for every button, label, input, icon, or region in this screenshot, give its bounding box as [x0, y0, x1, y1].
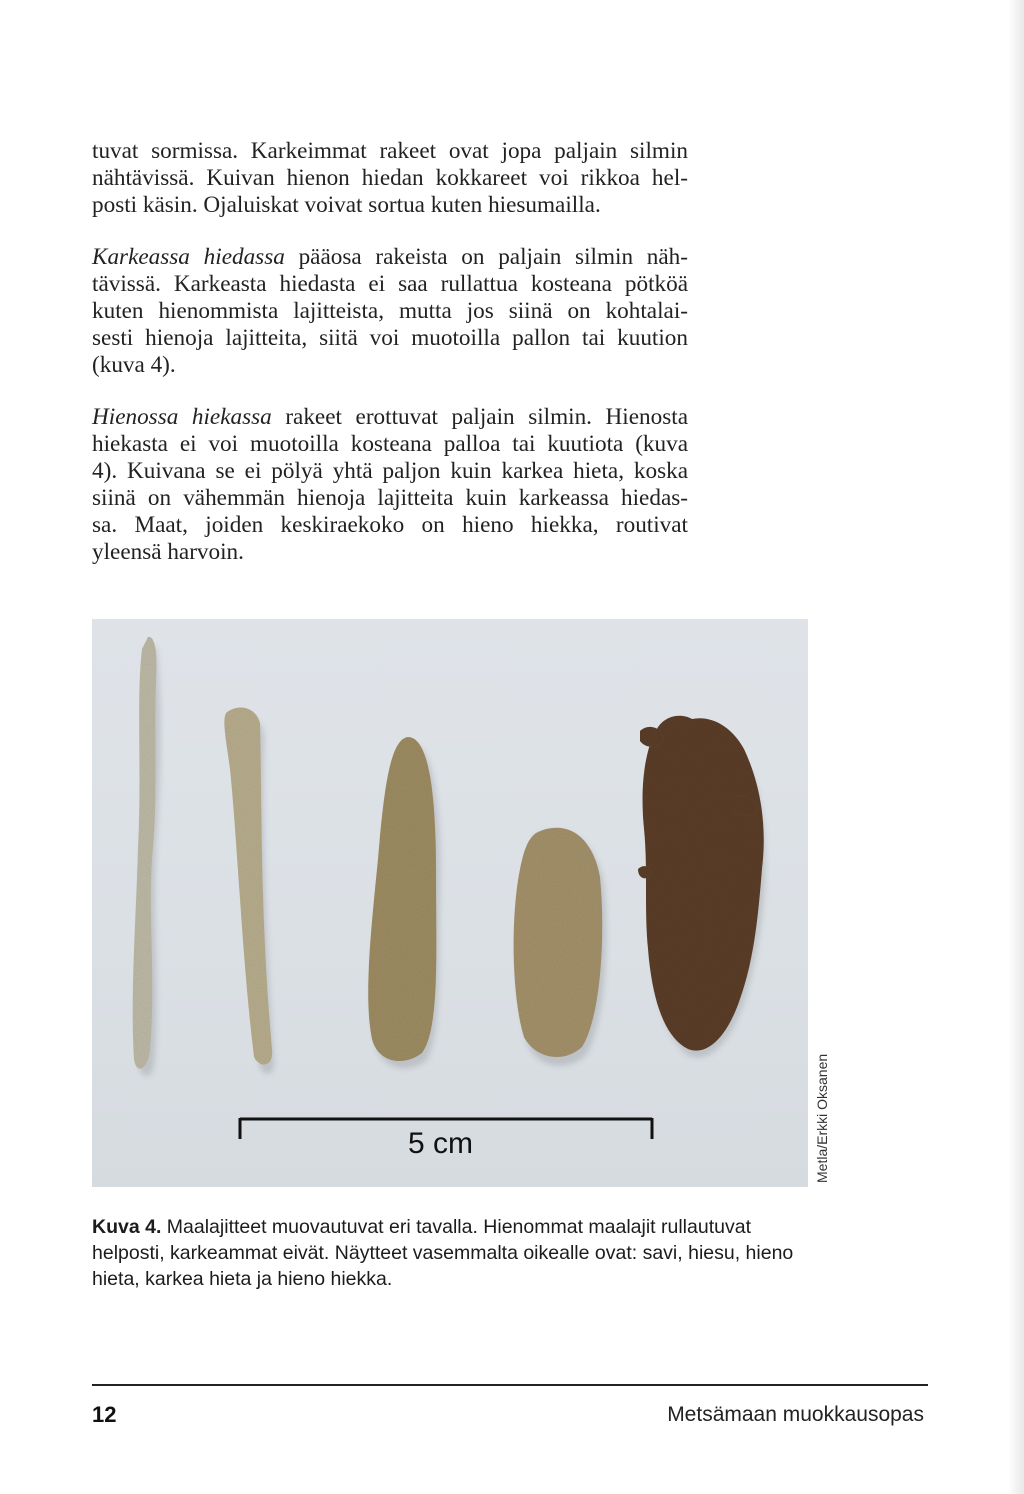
- page-number: 12: [92, 1402, 117, 1427]
- p1-line: nähtävissä. Kuivan hienon hiedan kokkareet voi rikkoa hel-: [92, 165, 688, 191]
- caption-text: Maalajitteet muovautuvat eri tavalla. Hienommat maalajit rullautuvat helposti, karkeammat eivät. Näytteet vasemmalta oikealle ovat: savi, hiesu, hieno hieta, karkea hieta ja hieno hiekka.: [92, 1216, 794, 1290]
- term-karkea-hieta: Karkeassa hiedassa: [92, 244, 285, 270]
- figure-caption: [92, 1214, 812, 1292]
- p1-line: posti käsin. Ojaluiskat voivat sortua kuten hiesumailla.: [92, 192, 601, 218]
- soil-samples-photo: [92, 619, 808, 1187]
- paragraph-3: [92, 404, 688, 566]
- p1-line: tuvat sormissa. Karkeimmat rakeet ovat jopa paljain silmin: [92, 138, 688, 164]
- scale-label: 5 cm: [408, 1127, 474, 1160]
- p3-line: rakeet erottuvat paljain silmin. Hienosta: [271, 404, 688, 430]
- p3-line: yleensä harvoin.: [92, 539, 244, 565]
- paragraph-2: [92, 244, 688, 379]
- p3-line: 4). Kuivana se ei pölyä yhtä paljon kuin karkea hieta, koska: [92, 458, 688, 484]
- p3-line: sa. Maat, joiden keskiraekoko on hieno hiekka, routivat: [92, 512, 688, 538]
- p2-line: pääosa rakeista on paljain silmin näh-: [284, 244, 688, 270]
- p2-line: (kuva 4).: [92, 352, 176, 378]
- p3-line: hiekasta ei voi muotoilla kosteana palloa tai kuutiota (kuva: [92, 431, 688, 457]
- body-text: [92, 138, 688, 591]
- sample-karkea-hieta: [514, 828, 603, 1057]
- caption-label: Kuva 4.: [92, 1216, 162, 1238]
- sample-hieno-hiekka: [643, 716, 764, 1051]
- footer-rule: [92, 1384, 928, 1386]
- term-hieno-hiekka: Hienossa hiekassa: [92, 404, 272, 430]
- page-edge-shadow: [1008, 0, 1024, 1494]
- photo-credit: Metla/Erkki Oksanen: [814, 1053, 830, 1183]
- p3-line-first: [92, 404, 688, 431]
- running-title: Metsämaan muokkausopas: [667, 1403, 924, 1426]
- p2-line-first: [92, 244, 688, 271]
- p2-line: kuten hienommista lajitteista, mutta jos siinä on kohtalai-: [92, 298, 688, 324]
- p2-line: tävissä. Karkeasta hiedasta ei saa rullattua kosteana pötköä: [92, 271, 688, 297]
- sample-hieno-hieta: [368, 737, 436, 1061]
- p3-line: siinä on vähemmän hienoja lajitteita kuin karkeassa hiedas-: [92, 485, 688, 511]
- p2-line: sesti hienoja lajitteita, siitä voi muotoilla pallon tai kuution: [92, 325, 688, 351]
- soil-samples-illustration: [92, 619, 808, 1187]
- paragraph-1: [92, 138, 688, 219]
